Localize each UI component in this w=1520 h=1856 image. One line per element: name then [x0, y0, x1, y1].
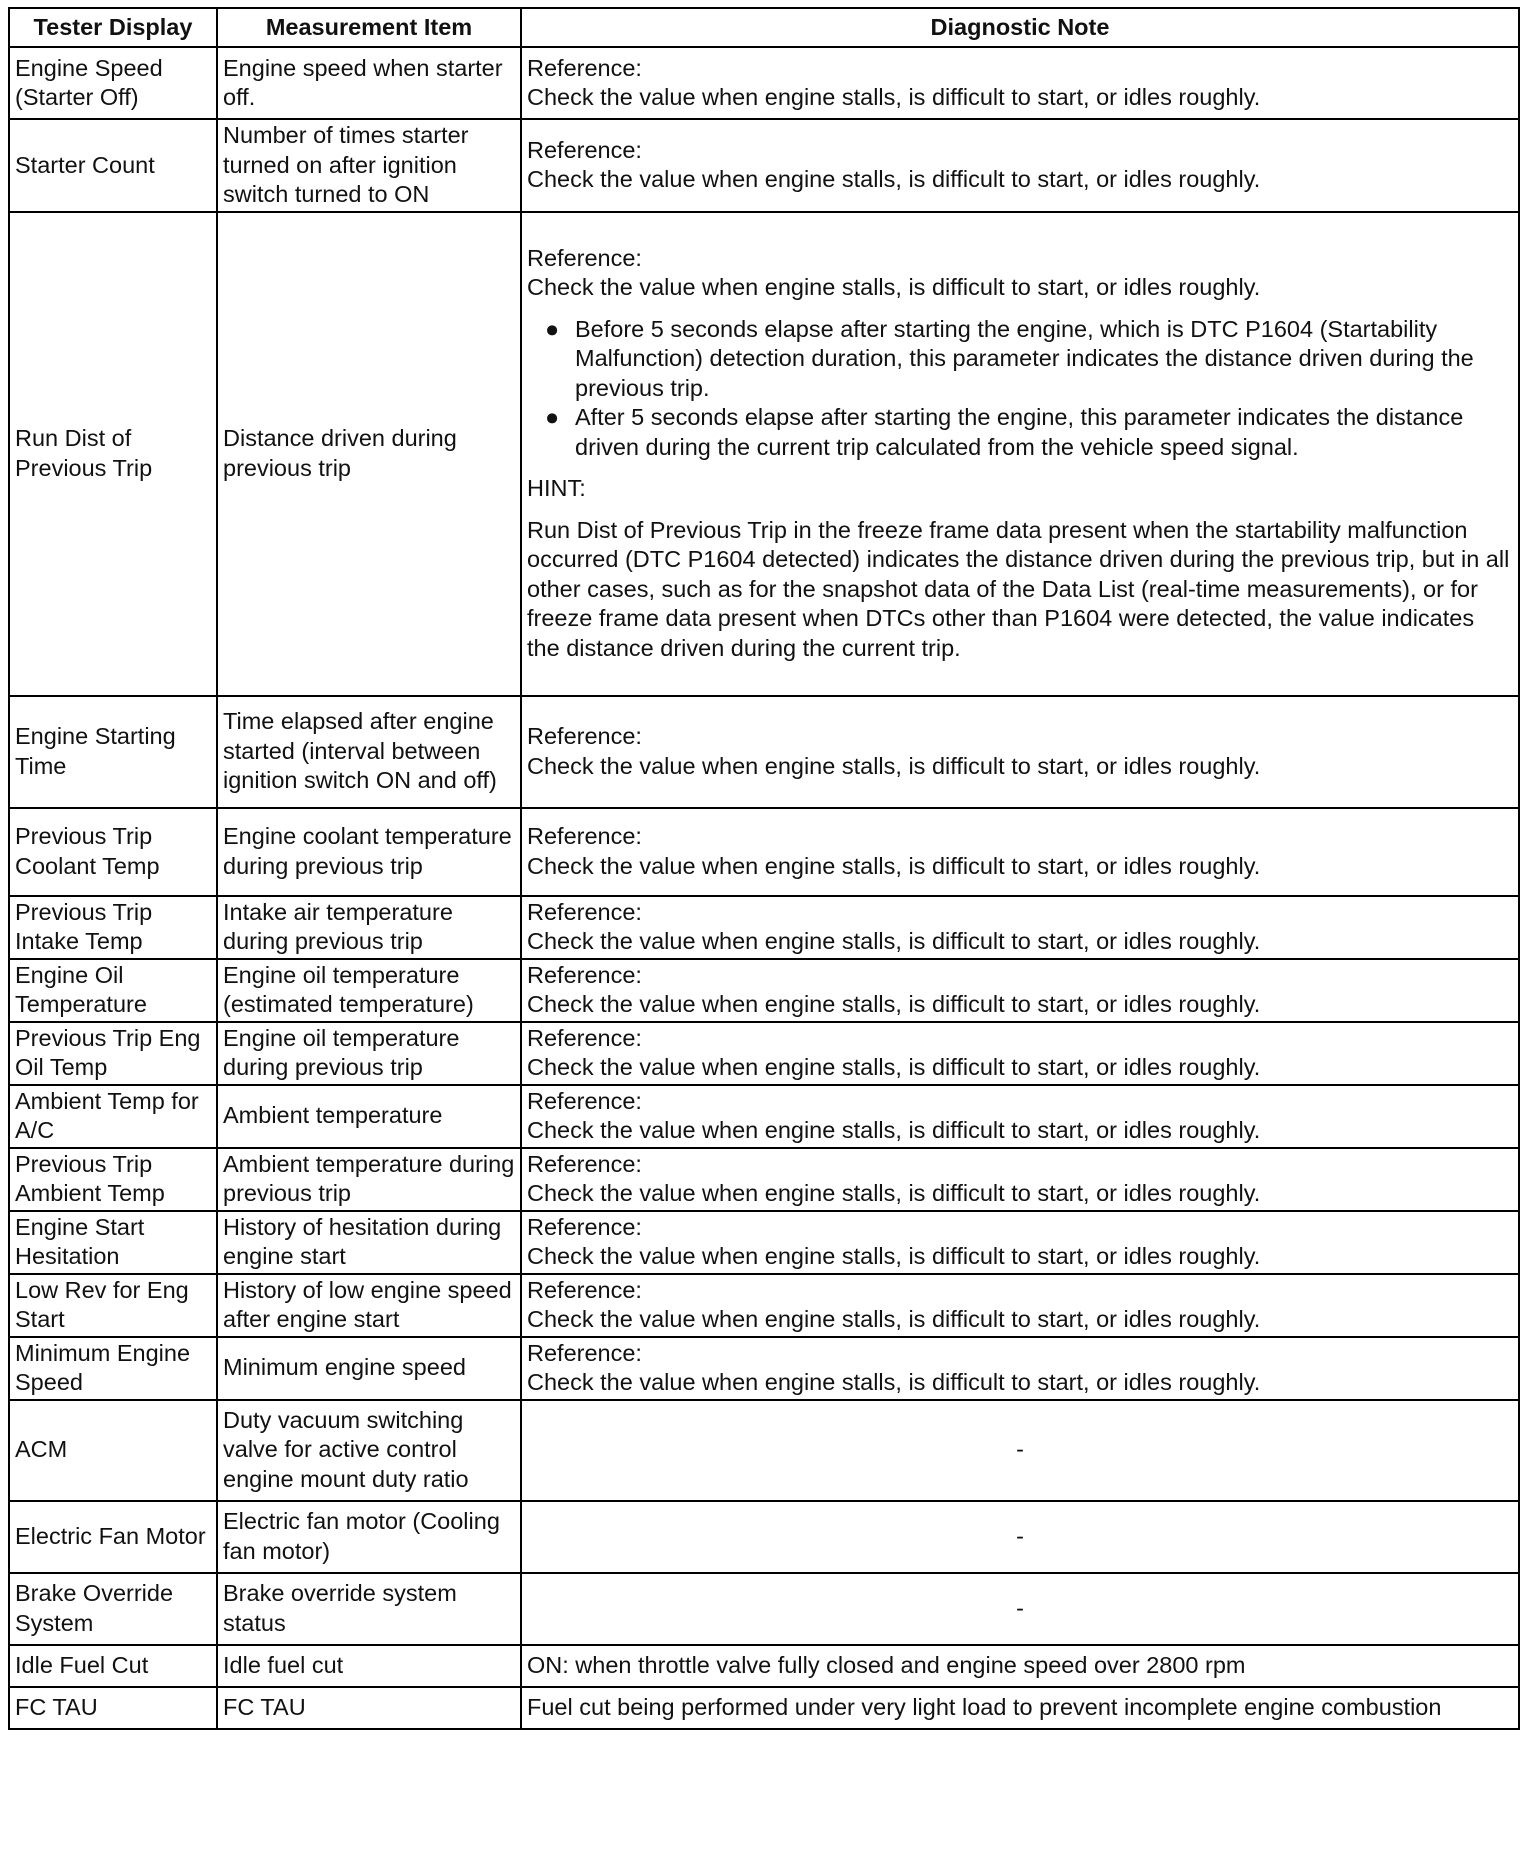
reference-text: Check the value when engine stalls, is difficult to start, or idles roughly.: [527, 1306, 1261, 1332]
hint-label: HINT:: [527, 475, 586, 502]
measurement-item-cell: Duty vacuum switching valve for active control engine mount duty ratio: [217, 1400, 521, 1501]
table-row: [9, 1022, 1519, 1085]
table-row: [9, 1501, 1519, 1573]
measurement-item-cell: Distance driven during previous trip: [217, 212, 521, 696]
measurement-item-cell: Ambient temperature: [217, 1085, 521, 1148]
measurement-item-cell: Electric fan motor (Cooling fan motor): [217, 1501, 521, 1573]
diagnostic-note-cell: [521, 1274, 1519, 1337]
tester-display-cell: Engine Speed (Starter Off): [9, 47, 217, 119]
measurement-item-cell: Ambient temperature during previous trip: [217, 1148, 521, 1211]
bullet-icon: ●: [545, 404, 560, 431]
diagnostic-note-cell: [521, 1022, 1519, 1085]
table-row: [9, 808, 1519, 896]
table-row: [9, 959, 1519, 1022]
tester-display-cell: Previous Trip Ambient Temp: [9, 1148, 217, 1211]
tester-display-cell: Idle Fuel Cut: [9, 1645, 217, 1687]
measurement-item-cell: Minimum engine speed: [217, 1337, 521, 1400]
tester-display-cell: Starter Count: [9, 119, 217, 212]
measurement-item-cell: Engine oil temperature (estimated temperature): [217, 959, 521, 1022]
reference-text: Check the value when engine stalls, is difficult to start, or idles roughly.: [527, 1369, 1261, 1395]
measurement-item-cell: Number of times starter turned on after ignition switch turned to ON: [217, 119, 521, 212]
diagnostic-note-cell: [521, 1148, 1519, 1211]
table-row: [9, 896, 1519, 959]
diagnostic-note-cell: Fuel cut being performed under very light load to prevent incomplete engine combustion: [521, 1687, 1519, 1729]
reference-text: Check the value when engine stalls, is difficult to start, or idles roughly.: [527, 166, 1261, 193]
measurement-item-cell: Engine oil temperature during previous trip: [217, 1022, 521, 1085]
tester-display-cell: Previous Trip Coolant Temp: [9, 808, 217, 896]
data-list-table: [8, 7, 1520, 1730]
table-header-row: [9, 8, 1519, 47]
diagnostic-note-cell: [521, 1085, 1519, 1148]
tester-display-cell: Ambient Temp for A/C: [9, 1085, 217, 1148]
reference-label: Reference:: [527, 898, 642, 925]
table-row: [9, 212, 1519, 696]
table-row: [9, 1085, 1519, 1148]
measurement-item-cell: Time elapsed after engine started (interval between ignition switch ON and off): [217, 696, 521, 808]
diagnostic-note-cell: [521, 1211, 1519, 1274]
reference-text: Check the value when engine stalls, is difficult to start, or idles roughly.: [527, 274, 1261, 301]
tester-display-cell: Run Dist of Previous Trip: [9, 212, 217, 696]
reference-text: Check the value when engine stalls, is difficult to start, or idles roughly.: [527, 752, 1261, 779]
measurement-item-cell: Intake air temperature during previous trip: [217, 896, 521, 959]
table-row: [9, 1573, 1519, 1645]
measurement-item-cell: Engine coolant temperature during previous trip: [217, 808, 521, 896]
tester-display-cell: Engine Oil Temperature: [9, 959, 217, 1022]
reference-text: Check the value when engine stalls, is difficult to start, or idles roughly.: [527, 1117, 1261, 1143]
diagnostic-note-cell: [521, 696, 1519, 808]
diagnostic-note-cell: [521, 1337, 1519, 1400]
diagnostic-note-cell: ON: when throttle valve fully closed and engine speed over 2800 rpm: [521, 1645, 1519, 1687]
table-row: [9, 696, 1519, 808]
table-row: [9, 1148, 1519, 1211]
reference-text: Check the value when engine stalls, is difficult to start, or idles roughly.: [527, 1243, 1261, 1269]
reference-label: Reference:: [527, 1150, 642, 1177]
reference-label: Reference:: [527, 54, 642, 81]
header-tester-display: Tester Display: [9, 8, 217, 47]
reference-text: Check the value when engine stalls, is difficult to start, or idles roughly.: [527, 928, 1261, 954]
diagnostic-note-cell: -: [521, 1501, 1519, 1573]
reference-label: Reference:: [527, 823, 642, 849]
diagnostic-note-cell: [521, 808, 1519, 896]
diagnostic-note-cell: [521, 896, 1519, 959]
list-item: [545, 315, 1513, 404]
measurement-item-cell: FC TAU: [217, 1687, 521, 1729]
tester-display-cell: ACM: [9, 1400, 217, 1501]
diagnostic-note-cell: [521, 47, 1519, 119]
tester-display-cell: Electric Fan Motor: [9, 1501, 217, 1573]
measurement-item-cell: History of hesitation during engine start: [217, 1211, 521, 1274]
table-row: [9, 1211, 1519, 1274]
bullet-icon: ●: [545, 315, 560, 342]
table-row: [9, 1400, 1519, 1501]
diagnostic-table-container: [8, 7, 1518, 1730]
diagnostic-note-cell: -: [521, 1400, 1519, 1501]
table-row: [9, 1337, 1519, 1400]
reference-label: Reference:: [527, 961, 642, 988]
reference-text: Check the value when engine stalls, is difficult to start, or idles roughly.: [527, 1054, 1261, 1080]
reference-text: Check the value when engine stalls, is difficult to start, or idles roughly.: [527, 852, 1261, 879]
header-diagnostic-note: Diagnostic Note: [521, 8, 1519, 47]
tester-display-cell: Minimum Engine Speed: [9, 1337, 217, 1400]
table-row: [9, 1274, 1519, 1337]
table-row: [9, 47, 1519, 119]
reference-label: Reference:: [527, 1276, 642, 1303]
reference-label: Reference:: [527, 723, 642, 749]
tester-display-cell: Brake Override System: [9, 1573, 217, 1645]
reference-label: Reference:: [527, 1339, 642, 1366]
diagnostic-note-cell: [521, 959, 1519, 1022]
tester-display-cell: Engine Starting Time: [9, 696, 217, 808]
table-row: [9, 119, 1519, 212]
reference-text: Check the value when engine stalls, is difficult to start, or idles roughly.: [527, 991, 1261, 1017]
header-measurement-item: Measurement Item: [217, 8, 521, 47]
reference-text: Check the value when engine stalls, is difficult to start, or idles roughly.: [527, 1180, 1261, 1206]
bullet-text: After 5 seconds elapse after starting the engine, this parameter indicates the distance driven during the current trip calculated from the vehicle speed signal.: [575, 404, 1464, 460]
measurement-item-cell: Idle fuel cut: [217, 1645, 521, 1687]
hint-text: Run Dist of Previous Trip in the freeze frame data present when the startability malfunction occurred (DTC P1604 detected) indicates the distance driven during the previous trip, but in all other cases, such as for the snapshot data of the Data List (real-time measurements), or for freeze frame data present when DTCs other than P1604 were detected, the value indicates the distance driven during the current trip.: [527, 516, 1510, 661]
tester-display-cell: Low Rev for Eng Start: [9, 1274, 217, 1337]
diagnostic-note-cell: -: [521, 1573, 1519, 1645]
table-row: [9, 1645, 1519, 1687]
tester-display-cell: Engine Start Hesitation: [9, 1211, 217, 1274]
tester-display-cell: FC TAU: [9, 1687, 217, 1729]
diagnostic-note-cell: [521, 212, 1519, 696]
table-row: [9, 1687, 1519, 1729]
reference-label: Reference:: [527, 136, 642, 163]
measurement-item-cell: Brake override system status: [217, 1573, 521, 1645]
bullet-list: [527, 315, 1513, 463]
measurement-item-cell: History of low engine speed after engine start: [217, 1274, 521, 1337]
tester-display-cell: Previous Trip Eng Oil Temp: [9, 1022, 217, 1085]
measurement-item-cell: Engine speed when starter off.: [217, 47, 521, 119]
reference-label: Reference:: [527, 1024, 642, 1051]
reference-label: Reference:: [527, 244, 642, 271]
tester-display-cell: Previous Trip Intake Temp: [9, 896, 217, 959]
list-item: [545, 403, 1513, 462]
bullet-text: Before 5 seconds elapse after starting the engine, which is DTC P1604 (Startability Malfunction) detection duration, this parameter indicates the distance driven during the previous trip.: [575, 315, 1474, 401]
reference-label: Reference:: [527, 1213, 642, 1240]
reference-label: Reference:: [527, 1087, 642, 1114]
reference-text: Check the value when engine stalls, is difficult to start, or idles roughly.: [527, 84, 1261, 110]
diagnostic-note-cell: [521, 119, 1519, 212]
